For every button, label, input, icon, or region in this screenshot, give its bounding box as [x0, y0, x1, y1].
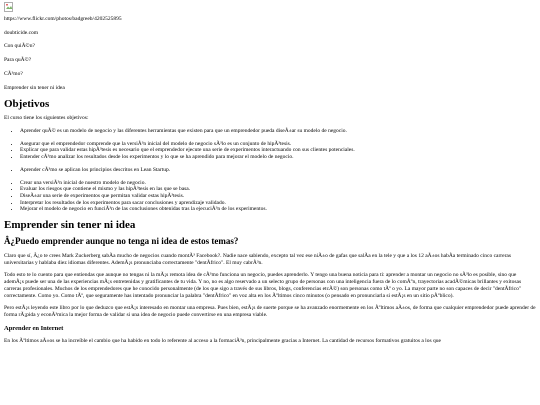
objetivos-list-1 — [4, 128, 536, 135]
question-como: CÃ³mo? — [4, 70, 23, 77]
section-subheading: Â¿Puedo emprender aunque no tenga ni idea de estos temas? — [4, 236, 239, 247]
paragraph-2: Todo esto te lo cuento para que entiendas que aunque no tengas ni la mÃ¡s remota idea de cÃ³mo funciona un negocio, puedes aprenderlo. Y tengo una buena noticia para ti: aprender a montar un negocio no sÃ³lo es posible, sino que ademÃ¡s puede ser una de las experiencias mÃ¡s entretenidas y gratificantes de tu vida. Y no, no es algo reservado a un selecto grupo de personas con una inteligencia fuera de lo comÃºn, trayectorias acadÃ©micas brillantes y exitosas carreras profesionales. Muchos de los emprendedores que he conocido personalmente (de los que sigo a través de sus libros, blogs, conferencias etcÃ©) son personas como tÃº o yo. La mayor parte no son capaces de decir "dentÃfrico" correctamente. Como yo. Como tÃº, que seguramente has intentado pronunciar la palabra "dentÃfrico" en voz alta en los Ãºltimos cinco minutos (o pensado en pronunciarla si estÃ¡s en un sitio pÃºblico). — [4, 272, 522, 299]
objetivos-heading: Objetivos — [4, 98, 50, 111]
question-para-que: Para quÃ©? — [4, 57, 32, 64]
objetivos-list-4 — [4, 180, 536, 214]
list-item: • Interpretar los resultados de los experimentos para sacar conclusiones y aprendizaje validado. — [20, 200, 536, 207]
objetivos-list-3 — [4, 167, 536, 174]
list-item: • Evaluar los riesgos que contiene el mismo y las hipÃ³tesis en las que se basa. — [20, 186, 536, 193]
paragraph-1: Claro que sí, Â¿o te crees Mark Zuckerberg sabÃa mucho de negocios cuando montÃ³ Facebook?. Nadie nace sabiendo, excepto tal vez ese niÃ±o de gafas que salÃa en la tele y que a los 12 aÃ±os habÃa terminado cinco carreras universitarias y hablaba diez idiomas diferentes. AdemÃ¡s pronunciaba correctamente "dentÃfrico". El muy cabrÃ³n. — [4, 253, 511, 266]
title-line: Emprender sin tener ni idea — [4, 84, 65, 91]
subsection-heading: Aprender en Internet — [4, 324, 64, 332]
list-item: • Aprender quÃ© es un modelo de negocio y las diferentes herramientas que existen para que un emprendedor pueda diseÃ±ar su modelo de negocio. — [20, 128, 536, 135]
photo-credit-link[interactable]: https://www.flickr.com/photos/badgreeb/4202525895 — [4, 16, 122, 22]
objetivos-intro: El curso tiene los siguientes objetivos: — [4, 115, 89, 122]
paragraph-3: Pero estÃ¡s leyendo este libro por lo que deduzco que estÃ¡s interesado en montar una empresa. Pues bien, estÃ¡s de suerte porque se ha avanzado enormemente en los Ãºltimos aÃ±os, de forma que cualquier emprendedor puede aprender de forma rÃ¡pida y econÃ³mica la mejor forma de validar si una idea de negocio puede convertirse en una empresa viable. — [4, 305, 536, 318]
objetivos-list-2 — [4, 141, 536, 161]
site-domain: doubticide.com — [4, 29, 39, 36]
section-heading: Emprender sin tener ni idea — [4, 219, 136, 232]
paragraph-4: En los Ãºltimos aÃ±os se ha increíble el cambio que ha habido en todo lo referente al acceso a la formaciÃ³n, principalmente gracias a Internet. La cantidad de recursos formativos gratuitos a los que — [4, 337, 441, 344]
list-item: • Explicar que para validar estas hipÃ³tesis es necesario que el emprendedor ejecute una serie de experimentos interactuando con sus clientes potenciales. — [20, 147, 536, 154]
list-item: • Crear una versiÃ³n inicial de nuestro modelo de negocio. — [20, 180, 536, 187]
list-item: • DiseÃ±ar una serie de experimentos que permitan validar estas hipÃ³tesis. — [20, 193, 536, 200]
list-item: • Asegurar que el emprendedor comprende que la versiÃ³n inicial del modelo de negocio sÃ³lo es un conjunto de hipÃ³tesis. — [20, 141, 536, 148]
list-item: • Aprender cÃ³mo se aplican los principios descritos en Lean Startup. — [20, 167, 536, 174]
list-item: • Entender cÃ³mo analizar los resultados desde los experimentos y lo que se ha aprendido para mejorar el modelo de negocio. — [20, 154, 536, 161]
question-con-quien: Con quiÃ©n? — [4, 43, 35, 50]
list-item: • Mejorar el modelo de negocio en funciÃ³n de las conclusiones obtenidas tras la ejecuciÃ³n de los experimentos. — [20, 206, 536, 213]
broken-image-icon — [4, 2, 14, 12]
